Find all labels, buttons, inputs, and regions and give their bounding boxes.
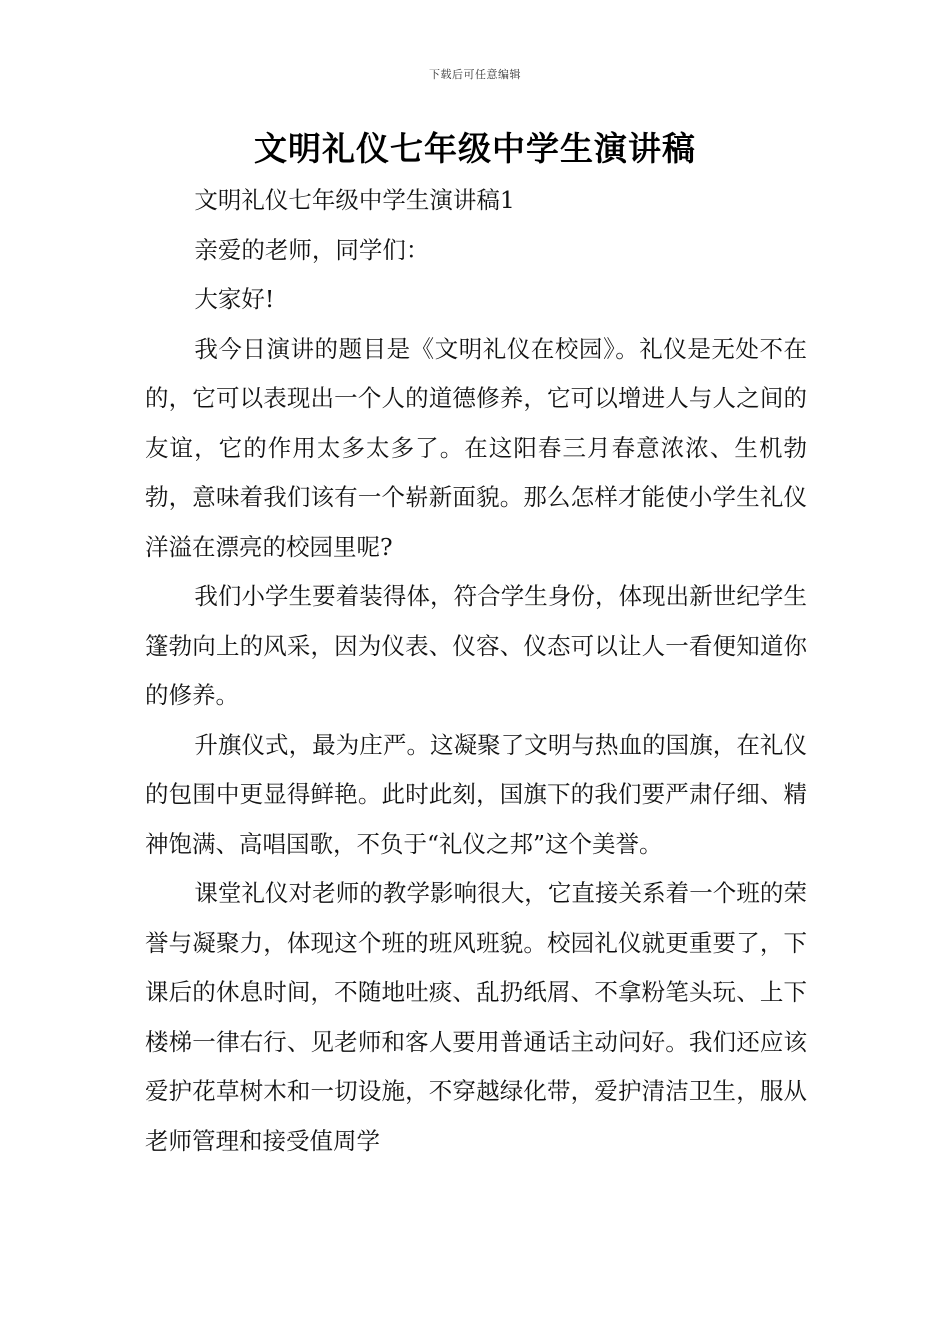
document-body: [145, 176, 807, 1166]
paragraph: 课堂礼仪对老师的教学影响很大，它直接关系着一个班的荣誉与凝聚力，体现这个班的班风班貌。校园礼仪就更重要了，下课后的休息时间，不随地吐痰、乱扔纸屑、不拿粉笔头玩、上下楼梯一律右行、见老师和客人要用普通话主动问好。我们还应该爱护花草树木和一切设施，不穿越绿化带，爱护清洁卫生，服从老师管理和接受值周学: [145, 879, 807, 1155]
header-note: 下载后可任意编辑: [429, 68, 521, 81]
paragraph: 我今日演讲的题目是《文明礼仪在校园》。礼仪是无处不在的，它可以表现出一个人的道德修养，它可以增进人与人之间的友谊，它的作用太多太多了。在这阳春三月春意浓浓、生机勃勃，意味着我们该有一个崭新面貌。那么怎样才能使小学生礼仪洋溢在漂亮的校园里呢?: [145, 334, 807, 561]
greeting: 大家好!: [194, 285, 275, 313]
paragraph: 升旗仪式，最为庄严。这凝聚了文明与热血的国旗，在礼仪的包围中更显得鲜艳。此时此刻，国旗下的我们要严肃仔细、精神饱满、高唱国歌，不负于“礼仪之邦”这个美誉。: [145, 730, 807, 858]
document-title: 文明礼仪七年级中学生演讲稿: [254, 129, 696, 168]
subtitle-line: 文明礼仪七年级中学生演讲稿1: [194, 186, 515, 214]
paragraph: 我们小学生要着装得体，符合学生身份，体现出新世纪学生篷勃向上的风采，因为仪表、仪容、仪态可以让人一看便知道你的修养。: [145, 582, 807, 709]
salutation: 亲爱的老师，同学们：: [194, 235, 430, 264]
